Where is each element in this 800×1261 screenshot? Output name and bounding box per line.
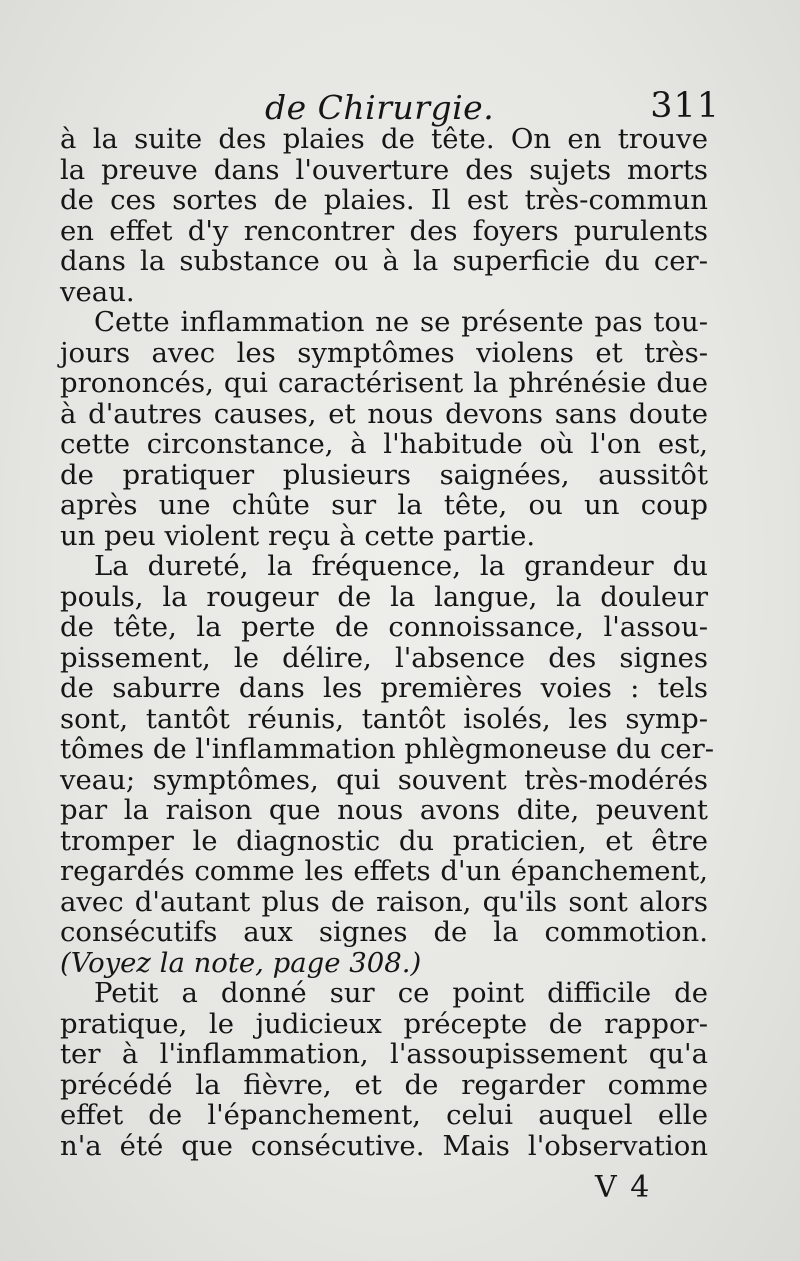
- text-line: regardés comme les effets d'un épanchement,: [60, 855, 708, 887]
- text-line: prononcés, qui caractérisent la phrénésie due: [60, 367, 708, 399]
- text-line: pouls, la rougeur de la langue, la douleur: [60, 580, 708, 613]
- text-line: veau.: [60, 275, 135, 308]
- text-line: la preuve dans l'ouverture des sujets morts: [60, 153, 708, 186]
- paragraph-2: [60, 307, 708, 551]
- text-line: avec d'autant plus de raison, qu'ils sont alors: [60, 885, 708, 918]
- paragraph-4: [60, 978, 708, 1161]
- text-line: sont, tantôt réunis, tantôt isolés, les symp-: [60, 702, 708, 735]
- text-line: consécutifs aux signes de la commotion.: [60, 916, 708, 948]
- text-line: précédé la fièvre, et de regarder comme: [60, 1068, 708, 1101]
- text-line: de pratiquer plusieurs saignées, aussitôt: [60, 458, 708, 491]
- paragraph-1: [60, 124, 708, 307]
- text-line: en effet d'y rencontrer des foyers purulents: [60, 214, 708, 247]
- running-title: de Chirurgie.: [265, 88, 495, 127]
- text-line: après une chûte sur la tête, ou un coup: [60, 489, 708, 521]
- cross-reference-note: (Voyez la note, page 308.): [60, 946, 422, 979]
- text-line: pissement, le délire, l'absence des signes: [60, 641, 708, 674]
- text-line: veau; symptômes, qui souvent très-modérés: [60, 763, 708, 796]
- text-line: Cette inflammation ne se présente pas tou-: [94, 306, 708, 338]
- text-line: à la suite des plaies de tête. On en trouve: [60, 123, 708, 155]
- text-line: ter à l'inflammation, l'assoupissement qu'a: [60, 1038, 708, 1070]
- text-line: jours avec les symptômes violens et très-: [60, 336, 708, 369]
- signature-mark: V 4: [595, 1170, 652, 1205]
- text-line: tômes de l'inflammation phlègmoneuse du cer-: [60, 733, 715, 765]
- paragraph-3: [60, 550, 715, 979]
- text-line: tromper le diagnostic du praticien, et être: [60, 824, 708, 857]
- text-line: par la raison que nous avons dite, peuvent: [60, 794, 708, 826]
- text-line: un peu violent reçu à cette partie.: [60, 519, 536, 552]
- text-line: pratique, le judicieux précepte de rappor-: [60, 1007, 708, 1040]
- text-line: effet de l'épanchement, celui auquel elle: [60, 1099, 708, 1131]
- text-line: de saburre dans les premières voies : tels: [60, 672, 708, 704]
- text-line: La dureté, la fréquence, la grandeur du: [94, 550, 708, 582]
- body-text: [60, 123, 715, 1162]
- text-line: à d'autres causes, et nous devons sans doute: [60, 397, 708, 430]
- text-line: cette circonstance, à l'habitude où l'on est,: [60, 428, 708, 460]
- text-line: de tête, la perte de connoissance, l'assou-: [60, 611, 708, 643]
- page-number: 311: [650, 86, 720, 126]
- text-line: dans la substance ou à la superficie du cer-: [60, 245, 708, 277]
- text-line: Petit a donné sur ce point difficile de: [94, 977, 708, 1009]
- text-line: de ces sortes de plaies. Il est très-commun: [60, 184, 708, 216]
- text-line: n'a été que consécutive. Mais l'observation: [60, 1129, 708, 1162]
